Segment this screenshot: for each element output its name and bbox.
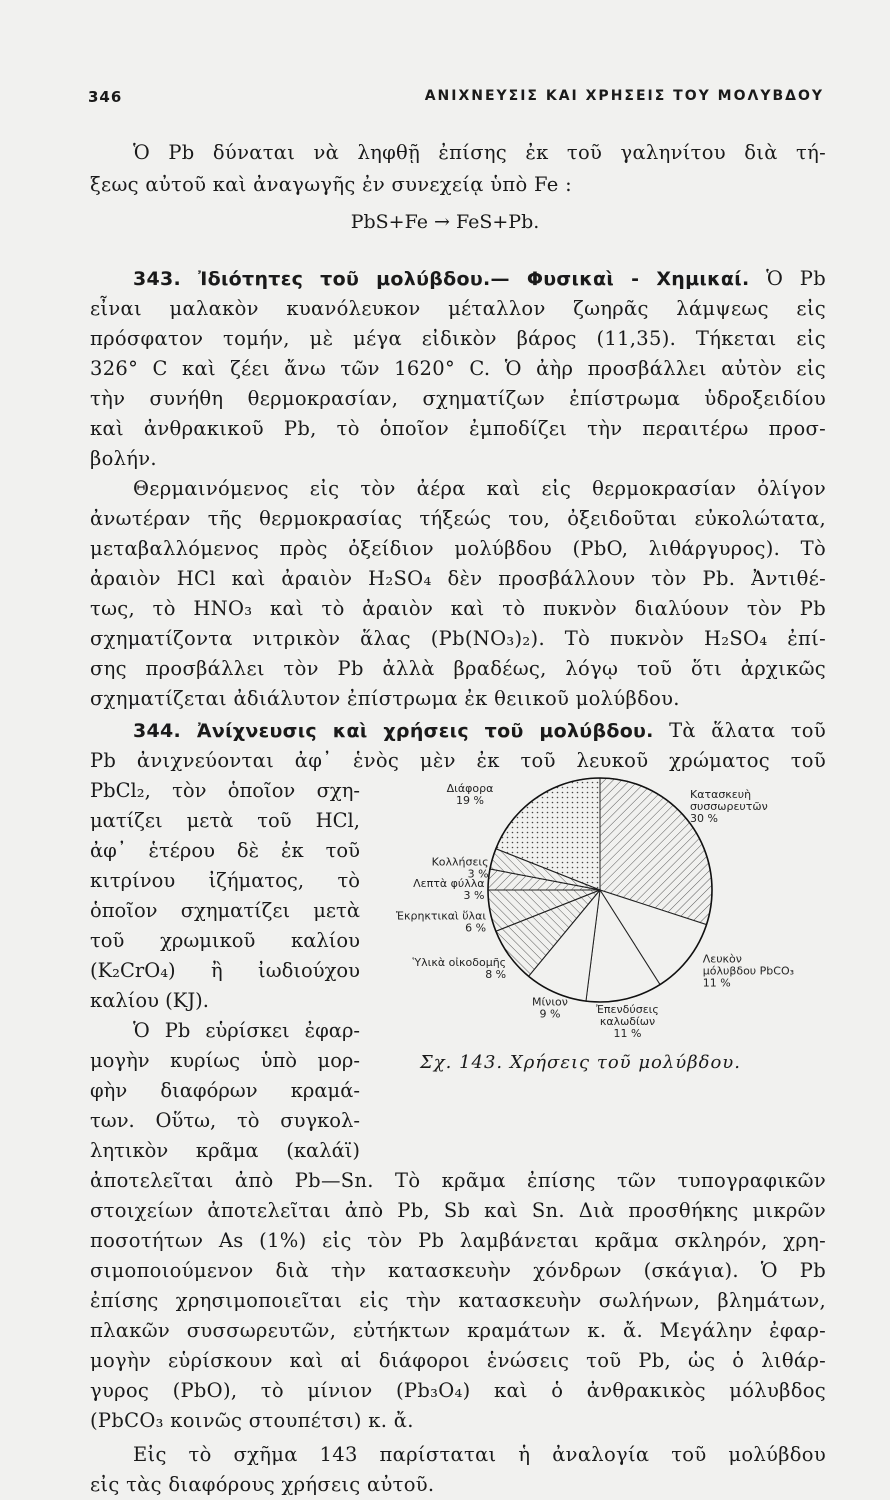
body-line: μογὴν εὑρίσκουν καὶ αἱ διάφοροι ἑνώσεις τοῦ Pb, ὡς ὁ λιθάρ- (90, 1349, 826, 1372)
body-line: εἶναι μαλακὸν κυανόλευκον μέταλλον ζωηρᾶς λάμψεως εἰς (90, 297, 826, 320)
body-line: σχηματίζεται ἀδιάλυτον ἐπίστρωμα ἐκ θειικοῦ μολύβδου. (90, 687, 680, 710)
running-title: ΑΝΙΧΝΕΥΣΙΣ ΚΑΙ ΧΡΗΣΕΙΣ ΤΟΥ ΜΟΛΥΒΔΟΥ (424, 88, 824, 104)
wrap-line: Ὁ Pb εὑρίσκει ἐφαρ- (133, 1019, 360, 1042)
wrap-line: των. Οὕτω, τὸ συγκολ- (90, 1109, 360, 1132)
body-line: πλακῶν συσσωρευτῶν, εὐτήκτων κραμάτων κ. ἄ. Μεγάλην ἐφαρ- (90, 1319, 826, 1342)
pie-slice-label: Κολλήσεις 3 % (431, 855, 489, 881)
body-line: τὴν συνήθη θερμοκρασίαν, σχηματίζων ἐπίστρωμα ὑδροξειδίου (90, 387, 826, 410)
body-line: (PbCO₃ κοινῶς στουπέτσι) κ. ἄ. (90, 1409, 414, 1432)
body-line: σχηματίζοντα νιτρικὸν ἅλας (Pb(NO₃)₂). Τὸ πυκνὸν H₂SO₄ ἐπί- (90, 627, 826, 650)
intro-line: ξεως αὐτοῦ καὶ ἀναγωγῆς ἐν συνεχείᾳ ὑπὸ Fe : (90, 173, 573, 196)
wrap-line: καλίου (KJ). (90, 989, 209, 1012)
pie-slice-label: Κατασκευὴ συσσωρευτῶν 30 % (690, 788, 768, 825)
figure-caption: Σχ. 143. Χρήσεις τοῦ μολύβδου. (420, 1052, 741, 1073)
section-343-heading: 343. Ἰδιότητες τοῦ μολύβδου.— Φυσικαὶ - Χημικαί. (133, 268, 750, 290)
pie-slice-label: Διάφορα 19 % (446, 782, 494, 807)
body-line: ἐπίσης χρησιμοποιεῖται εἰς τὴν κατασκευὴν σωλήνων, βλημάτων, (90, 1289, 826, 1312)
body-line: στοιχείων ἀποτελεῖται ἀπὸ Pb, Sb καὶ Sn. Διὰ προσθήκης μικρῶν (90, 1199, 826, 1222)
pie-slice-label: Λεπτὰ φύλλα 3 % (413, 877, 485, 903)
body-line: πρόσφατον τομήν, μὲ μέγα εἰδικὸν βάρος (11,35). Τήκεται εἰς (90, 327, 826, 350)
body-line: καὶ ἀνθρακικοῦ Pb, τὸ ὁποῖον ἐμποδίζει τὴν περαιτέρω προσ- (90, 417, 826, 440)
section-343-heading-tail: Ὁ Pb (766, 267, 827, 290)
body-line: ἀνωτέραν τῆς θερμοκρασίας τήξεώς του, ὀξειδοῦται εὐκολώτατα, (90, 507, 826, 530)
page-header (88, 88, 824, 114)
body-line: ποσοτήτων As (1%) εἰς τὸν Pb λαμβάνεται κρᾶμα σκληρόν, χρη- (90, 1229, 826, 1252)
body-line: σης προσβάλλει τὸν Pb ἀλλὰ βραδέως, λόγῳ τοῦ ὅτι ἀρχικῶς (90, 657, 826, 680)
pie-slices (488, 778, 712, 1002)
body-line: βολήν. (90, 447, 157, 470)
body-line: 326° C καὶ ζέει ἄνω τῶν 1620° C. Ὁ ἀὴρ προσβάλλει αὐτὸν εἰς (90, 357, 826, 380)
body-line: μεταβαλλόμενος πρὸς ὀξείδιον μολύβδου (PbO, λιθάργυρος). Τὸ (90, 537, 826, 560)
wrap-line: ματίζει μετὰ τοῦ HCl, (90, 809, 360, 832)
page-number: 346 (88, 88, 123, 106)
body-line: Εἰς τὸ σχῆμα 143 παρίσταται ἡ ἀναλογία τοῦ μολύβδου (133, 1443, 826, 1466)
wrap-line: ὁποῖον σχηματίζει μετὰ (90, 899, 360, 922)
wrap-line: (K₂CrO₄) ἢ ἰωδιούχου (90, 959, 360, 982)
section-344-heading-tail: Τὰ ἅλατα τοῦ (669, 719, 826, 742)
wrap-line: μογὴν κυρίως ὑπὸ μορ- (90, 1049, 360, 1072)
body-line: ἀποτελεῖται ἀπὸ Pb—Sn. Τὸ κρᾶμα ἐπίσης τῶν τυπογραφικῶν (90, 1169, 826, 1192)
pie-slice-label: Ἐκρηκτικαὶ ὕλαι 6 % (396, 909, 487, 935)
wrap-line: κιτρίνου ἰζήματος, τὸ (90, 869, 360, 892)
body-line: Pb ἀνιχνεύονται ἀφ᾽ ἑνὸς μὲν ἐκ τοῦ λευκοῦ χρώματος τοῦ (90, 749, 826, 772)
wrap-line: τοῦ χρωμικοῦ καλίου (90, 929, 360, 952)
pie-slice-label: Λευκὸν μόλυβδου PbCO₃ 11 % (702, 952, 795, 990)
lead-uses-pie-chart (360, 770, 820, 1070)
section-344-heading-line (133, 716, 826, 746)
body-line: εἰς τὰς διαφόρους χρήσεις αὐτοῦ. (90, 1473, 435, 1496)
wrap-line: φὴν διαφόρων κραμά- (90, 1079, 360, 1102)
pie-slice-label: Ἐπενδύσεις καλωδίων 11 % (596, 1002, 659, 1040)
reaction-equation: PbS+Fe → FeS+Pb. (350, 211, 540, 233)
body-line: ἀραιὸν HCl καὶ ἀραιὸν H₂SO₄ δὲν προσβάλλουν τὸν Pb. Ἀντιθέ- (90, 567, 826, 590)
body-line: τως, τὸ HNO₃ καὶ τὸ ἀραιὸν καὶ τὸ πυκνὸν διαλύουν τὸν Pb (90, 597, 826, 620)
body-line: Θερμαινόμενος εἰς τὸν ἀέρα καὶ εἰς θερμοκρασίαν ὀλίγον (133, 477, 826, 500)
pie-slice-label: Μίνιον 9 % (531, 995, 568, 1021)
wrap-line: ἀφ᾽ ἑτέρου δὲ ἐκ τοῦ (90, 839, 360, 862)
intro-line: Ὁ Pb δύναται νὰ ληφθῇ ἐπίσης ἐκ τοῦ γαληνίτου διὰ τή- (133, 141, 826, 164)
body-line: σιμοποιούμενον διὰ τὴν κατασκευὴν χόνδρων (σκάγια). Ὁ Pb (90, 1259, 826, 1282)
wrap-line: λητικὸν κρᾶμα (καλάϊ) (90, 1139, 360, 1162)
section-343-heading-line (133, 264, 826, 294)
body-line: γυρος (PbO), τὸ μίνιον (Pb₃O₄) καὶ ὁ ἀνθρακικὸς μόλυβδος (90, 1379, 826, 1402)
section-344-heading: 344. Ἀνίχνευσις καὶ χρήσεις τοῦ μολύβδου. (133, 720, 654, 742)
pie-slice-label: Ὑλικὰ οἰκοδομῆς 8 % (412, 956, 507, 982)
wrap-line: PbCl₂, τὸν ὁποῖον σχη- (90, 779, 360, 802)
